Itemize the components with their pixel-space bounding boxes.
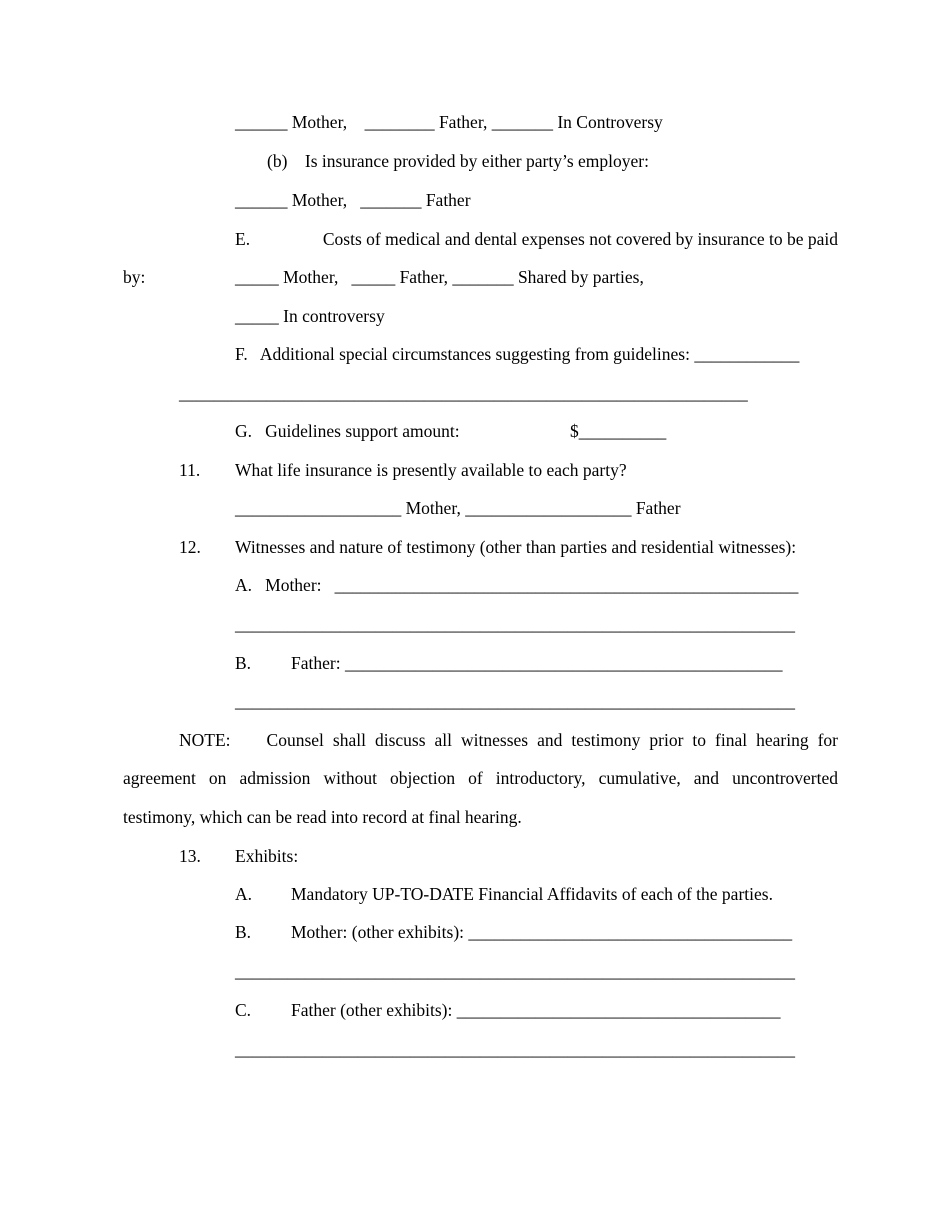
- item-12-father-label: B.: [235, 653, 252, 673]
- exhibit-b-label: B.: [235, 922, 252, 942]
- item-11-answer: ___________________ Mother, ___________________ Father: [235, 498, 681, 518]
- section-e-label: E.: [235, 229, 251, 249]
- exhibit-b-line: ________________________________________________________________: [235, 961, 795, 981]
- section-g-amount: $__________: [570, 421, 667, 441]
- item-12-question: Witnesses and nature of testimony (other than parties and residential witnesses):: [235, 537, 797, 557]
- note-line-3: testimony, which can be read into record at final hearing.: [123, 807, 522, 827]
- exhibit-c-line: ________________________________________________________________: [235, 1039, 795, 1059]
- exhibit-b-text: Mother: (other exhibits): _____________________________________: [291, 922, 793, 942]
- item-12-mother-line: ________________________________________________________________: [235, 614, 795, 634]
- item-13-number: 13.: [179, 846, 201, 866]
- item-12-father-line: ________________________________________________________________: [235, 691, 795, 711]
- by-label: by:: [123, 267, 146, 287]
- item-11-question: What life insurance is presently available to each party?: [235, 460, 627, 480]
- exhibit-c-text: Father (other exhibits): _____________________________________: [291, 1000, 781, 1020]
- note-line-2: agreement on admission without objection of introductory, cumulative, and uncontroverted: [123, 768, 838, 788]
- item-13-title: Exhibits:: [235, 846, 299, 866]
- section-g-text: G. Guidelines support amount:: [235, 421, 460, 441]
- note-line-1: [179, 729, 838, 751]
- section-e-text: Costs of medical and dental expenses not covered by insurance to be paid: [322, 229, 838, 249]
- section-e-heading: [235, 228, 838, 250]
- section-e-options: _____ Mother, _____ Father, _______ Shared by parties,: [235, 267, 644, 287]
- insurance-provider-options: ______ Mother, ________ Father, _______ In Controversy: [235, 112, 663, 132]
- item-12-father: Father: __________________________________________________: [291, 653, 783, 673]
- item-11-number: 11.: [179, 460, 201, 480]
- note-text-1: NOTE: Counsel shall discuss all witnesses and testimony prior to final hearing for: [179, 730, 838, 750]
- exhibit-a-text: Mandatory UP-TO-DATE Financial Affidavits of each of the parties.: [291, 884, 773, 904]
- employer-insurance-question: (b) Is insurance provided by either party’s employer:: [267, 151, 649, 171]
- item-12-number: 12.: [179, 537, 201, 557]
- exhibit-a-label: A.: [235, 884, 253, 904]
- section-f-blank-line: _________________________________________________________________: [179, 383, 748, 403]
- exhibit-c-label: C.: [235, 1000, 252, 1020]
- section-e-controversy: _____ In controversy: [235, 306, 385, 326]
- employer-insurance-options: ______ Mother, _______ Father: [235, 190, 471, 210]
- item-12-mother: A. Mother: _____________________________________________________: [235, 575, 799, 595]
- section-f-text: F. Additional special circumstances suggesting from guidelines: ____________: [235, 344, 800, 364]
